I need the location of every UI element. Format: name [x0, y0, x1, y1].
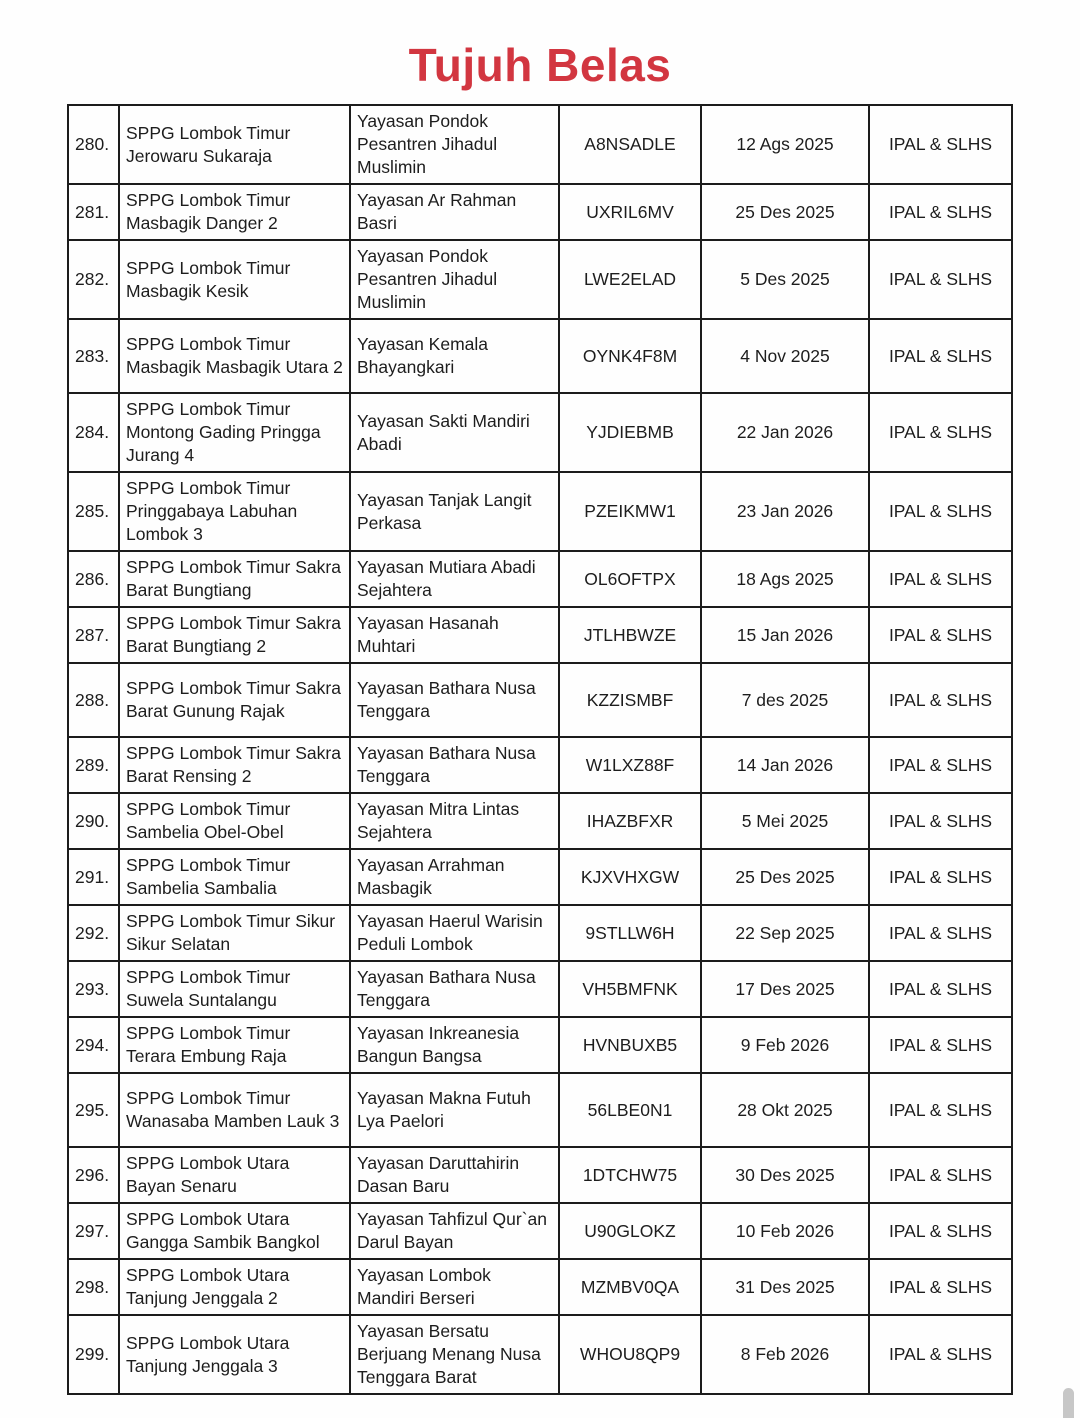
code-cell: JTLHBWZE — [559, 607, 701, 663]
certification-cell: IPAL & SLHS — [869, 184, 1012, 240]
certification-cell: IPAL & SLHS — [869, 1315, 1012, 1394]
table-row — [68, 1073, 1012, 1147]
code-cell: A8NSADLE — [559, 105, 701, 184]
foundation-cell: Yayasan Tahfizul Qur`an Darul Bayan — [350, 1203, 559, 1259]
sppg-name-cell: SPPG Lombok Timur Suwela Suntalangu — [119, 961, 350, 1017]
sppg-name-cell: SPPG Lombok Timur Jerowaru Sukaraja — [119, 105, 350, 184]
row-number-cell: 291. — [68, 849, 119, 905]
code-cell: MZMBV0QA — [559, 1259, 701, 1315]
foundation-cell: Yayasan Pondok Pesantren Jihadul Muslimin — [350, 240, 559, 319]
date-cell: 17 Des 2025 — [701, 961, 869, 1017]
foundation-cell: Yayasan Mutiara Abadi Sejahtera — [350, 551, 559, 607]
table-row — [68, 105, 1012, 184]
page-title: Tujuh Belas — [408, 39, 672, 91]
foundation-cell: Yayasan Daruttahirin Dasan Baru — [350, 1147, 559, 1203]
date-cell: 8 Feb 2026 — [701, 1315, 869, 1394]
foundation-cell: Yayasan Arrahman Masbagik — [350, 849, 559, 905]
row-number-cell: 299. — [68, 1315, 119, 1394]
certification-cell: IPAL & SLHS — [869, 961, 1012, 1017]
date-cell: 28 Okt 2025 — [701, 1073, 869, 1147]
code-cell: 1DTCHW75 — [559, 1147, 701, 1203]
certification-cell: IPAL & SLHS — [869, 393, 1012, 472]
code-cell: UXRIL6MV — [559, 184, 701, 240]
code-cell: HVNBUXB5 — [559, 1017, 701, 1073]
row-number-cell: 294. — [68, 1017, 119, 1073]
code-cell: LWE2ELAD — [559, 240, 701, 319]
code-cell: 9STLLW6H — [559, 905, 701, 961]
date-cell: 22 Jan 2026 — [701, 393, 869, 472]
table-row — [68, 393, 1012, 472]
table-row — [68, 551, 1012, 607]
code-cell: WHOU8QP9 — [559, 1315, 701, 1394]
sppg-name-cell: SPPG Lombok Utara Tanjung Jenggala 3 — [119, 1315, 350, 1394]
row-number-cell: 293. — [68, 961, 119, 1017]
foundation-cell: Yayasan Lombok Mandiri Berseri — [350, 1259, 559, 1315]
sppg-name-cell: SPPG Lombok Timur Montong Gading Pringga Jurang 4 — [119, 393, 350, 472]
date-cell: 10 Feb 2026 — [701, 1203, 869, 1259]
foundation-cell: Yayasan Ar Rahman Basri — [350, 184, 559, 240]
table-row — [68, 961, 1012, 1017]
certification-cell: IPAL & SLHS — [869, 551, 1012, 607]
foundation-cell: Yayasan Makna Futuh Lya Paelori — [350, 1073, 559, 1147]
sppg-name-cell: SPPG Lombok Timur Terara Embung Raja — [119, 1017, 350, 1073]
code-cell: PZEIKMW1 — [559, 472, 701, 551]
certification-cell: IPAL & SLHS — [869, 737, 1012, 793]
date-cell: 9 Feb 2026 — [701, 1017, 869, 1073]
sppg-name-cell: SPPG Lombok Timur Masbagik Danger 2 — [119, 184, 350, 240]
date-cell: 15 Jan 2026 — [701, 607, 869, 663]
foundation-cell: Yayasan Bathara Nusa Tenggara — [350, 663, 559, 737]
date-cell: 23 Jan 2026 — [701, 472, 869, 551]
row-number-cell: 287. — [68, 607, 119, 663]
certification-cell: IPAL & SLHS — [869, 105, 1012, 184]
table-row — [68, 663, 1012, 737]
date-cell: 25 Des 2025 — [701, 184, 869, 240]
code-cell: OL6OFTPX — [559, 551, 701, 607]
table-row — [68, 240, 1012, 319]
table-row — [68, 1017, 1012, 1073]
table-row — [68, 1259, 1012, 1315]
code-cell: 56LBE0N1 — [559, 1073, 701, 1147]
date-cell: 7 des 2025 — [701, 663, 869, 737]
certification-cell: IPAL & SLHS — [869, 1259, 1012, 1315]
foundation-cell: Yayasan Sakti Mandiri Abadi — [350, 393, 559, 472]
code-cell: OYNK4F8M — [559, 319, 701, 393]
date-cell: 30 Des 2025 — [701, 1147, 869, 1203]
sppg-name-cell: SPPG Lombok Timur Pringgabaya Labuhan Lombok 3 — [119, 472, 350, 551]
sppg-name-cell: SPPG Lombok Timur Masbagik Masbagik Utara 2 — [119, 319, 350, 393]
table-row — [68, 793, 1012, 849]
certification-cell: IPAL & SLHS — [869, 1073, 1012, 1147]
sppg-name-cell: SPPG Lombok Timur Sikur Sikur Selatan — [119, 905, 350, 961]
row-number-cell: 284. — [68, 393, 119, 472]
sppg-name-cell: SPPG Lombok Timur Masbagik Kesik — [119, 240, 350, 319]
code-cell: YJDIEBMB — [559, 393, 701, 472]
certification-cell: IPAL & SLHS — [869, 905, 1012, 961]
date-cell: 5 Des 2025 — [701, 240, 869, 319]
code-cell: KZZISMBF — [559, 663, 701, 737]
date-cell: 5 Mei 2025 — [701, 793, 869, 849]
certification-cell: IPAL & SLHS — [869, 1147, 1012, 1203]
date-cell: 12 Ags 2025 — [701, 105, 869, 184]
foundation-cell: Yayasan Tanjak Langit Perkasa — [350, 472, 559, 551]
sppg-name-cell: SPPG Lombok Utara Gangga Sambik Bangkol — [119, 1203, 350, 1259]
sppg-name-cell: SPPG Lombok Timur Sambelia Obel-Obel — [119, 793, 350, 849]
table-row — [68, 1147, 1012, 1203]
sppg-certification-table — [67, 104, 1013, 1395]
row-number-cell: 280. — [68, 105, 119, 184]
table-row — [68, 184, 1012, 240]
certification-cell: IPAL & SLHS — [869, 1203, 1012, 1259]
foundation-cell: Yayasan Bersatu Berjuang Menang Nusa Tenggara Barat — [350, 1315, 559, 1394]
code-cell: U90GLOKZ — [559, 1203, 701, 1259]
scrollbar-thumb[interactable] — [1063, 1388, 1074, 1418]
sppg-name-cell: SPPG Lombok Timur Sakra Barat Gunung Rajak — [119, 663, 350, 737]
row-number-cell: 292. — [68, 905, 119, 961]
sppg-name-cell: SPPG Lombok Timur Sakra Barat Rensing 2 — [119, 737, 350, 793]
date-cell: 22 Sep 2025 — [701, 905, 869, 961]
row-number-cell: 281. — [68, 184, 119, 240]
sppg-name-cell: SPPG Lombok Utara Tanjung Jenggala 2 — [119, 1259, 350, 1315]
date-cell: 31 Des 2025 — [701, 1259, 869, 1315]
row-number-cell: 283. — [68, 319, 119, 393]
row-number-cell: 295. — [68, 1073, 119, 1147]
foundation-cell: Yayasan Mitra Lintas Sejahtera — [350, 793, 559, 849]
foundation-cell: Yayasan Bathara Nusa Tenggara — [350, 961, 559, 1017]
foundation-cell: Yayasan Bathara Nusa Tenggara — [350, 737, 559, 793]
table-row — [68, 607, 1012, 663]
sppg-name-cell: SPPG Lombok Utara Bayan Senaru — [119, 1147, 350, 1203]
date-cell: 25 Des 2025 — [701, 849, 869, 905]
certification-cell: IPAL & SLHS — [869, 240, 1012, 319]
date-cell: 14 Jan 2026 — [701, 737, 869, 793]
row-number-cell: 298. — [68, 1259, 119, 1315]
certification-cell: IPAL & SLHS — [869, 607, 1012, 663]
sppg-name-cell: SPPG Lombok Timur Wanasaba Mamben Lauk 3 — [119, 1073, 350, 1147]
table-row — [68, 849, 1012, 905]
certification-cell: IPAL & SLHS — [869, 849, 1012, 905]
row-number-cell: 285. — [68, 472, 119, 551]
code-cell: W1LXZ88F — [559, 737, 701, 793]
certification-cell: IPAL & SLHS — [869, 1017, 1012, 1073]
foundation-cell: Yayasan Kemala Bhayangkari — [350, 319, 559, 393]
certification-cell: IPAL & SLHS — [869, 472, 1012, 551]
table-body — [68, 105, 1012, 1394]
row-number-cell: 290. — [68, 793, 119, 849]
row-number-cell: 286. — [68, 551, 119, 607]
foundation-cell: Yayasan Haerul Warisin Peduli Lombok — [350, 905, 559, 961]
table-row — [68, 1203, 1012, 1259]
table-row — [68, 737, 1012, 793]
code-cell: VH5BMFNK — [559, 961, 701, 1017]
certification-cell: IPAL & SLHS — [869, 663, 1012, 737]
row-number-cell: 296. — [68, 1147, 119, 1203]
table-row — [68, 472, 1012, 551]
date-cell: 18 Ags 2025 — [701, 551, 869, 607]
foundation-cell: Yayasan Pondok Pesantren Jihadul Muslimin — [350, 105, 559, 184]
code-cell: KJXVHXGW — [559, 849, 701, 905]
table-row — [68, 905, 1012, 961]
foundation-cell: Yayasan Inkreanesia Bangun Bangsa — [350, 1017, 559, 1073]
sppg-name-cell: SPPG Lombok Timur Sakra Barat Bungtiang 2 — [119, 607, 350, 663]
date-cell: 4 Nov 2025 — [701, 319, 869, 393]
certification-cell: IPAL & SLHS — [869, 793, 1012, 849]
table-row — [68, 1315, 1012, 1394]
certification-cell: IPAL & SLHS — [869, 319, 1012, 393]
sppg-name-cell: SPPG Lombok Timur Sakra Barat Bungtiang — [119, 551, 350, 607]
row-number-cell: 297. — [68, 1203, 119, 1259]
table-row — [68, 319, 1012, 393]
row-number-cell: 282. — [68, 240, 119, 319]
row-number-cell: 288. — [68, 663, 119, 737]
code-cell: IHAZBFXR — [559, 793, 701, 849]
row-number-cell: 289. — [68, 737, 119, 793]
foundation-cell: Yayasan Hasanah Muhtari — [350, 607, 559, 663]
sppg-name-cell: SPPG Lombok Timur Sambelia Sambalia — [119, 849, 350, 905]
